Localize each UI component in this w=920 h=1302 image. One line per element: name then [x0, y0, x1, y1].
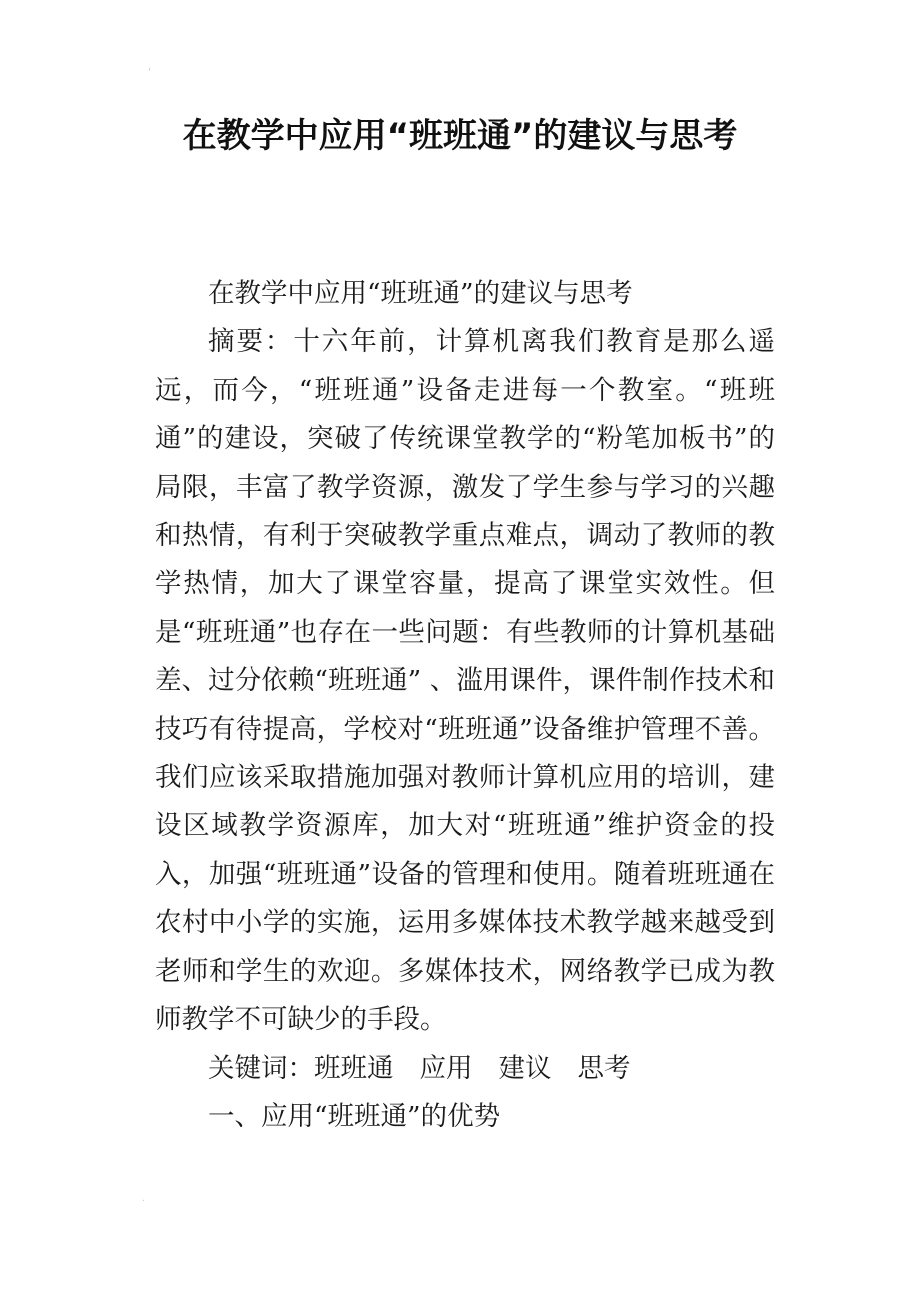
- subtitle: 在教学中应用“班班通”的建议与思考: [208, 278, 633, 309]
- section-heading: 一、应用“班班通”的优势: [208, 1100, 501, 1132]
- document-body: [155, 270, 775, 1141]
- corner-mark-top: ': [148, 67, 151, 78]
- keywords-line: [155, 1045, 775, 1093]
- keyword: 建议: [498, 1052, 552, 1084]
- abstract-paragraph: 摘要：十六年前，计算机离我们教育是那么遥远，而今，“班班通”设备走进每一个教室。“班班通”的建设，突破了传统课堂教学的“粉笔加板书”的局限，丰富了教学资源，激发了学生参与学习的兴趣和热情，有利于突破教学重点难点，调动了教师的教学热情，加大了课堂容量，提高了课堂实效性。但是“班班通”也存在一些问题：有些教师的计算机基础差、过分依赖“班班通” 、滥用课件，课件制作技术和技巧有待提高，学校对“班班通”设备维护管理不善。我们应该采取措施加强对教师计算机应用的培训，建设区域教学资源库，加大对“班班通”维护资金的投入，加强“班班通”设备的管理和使用。随着班班通在农村中小学的实施，运用多媒体技术教学越来越受到老师和学生的欢迎。多媒体技术，网络教学已成为教师教学不可缺少的手段。: [155, 326, 775, 1036]
- keyword: 应用: [419, 1052, 473, 1084]
- document-title: 在教学中应用“班班通”的建议与思考: [182, 116, 738, 156]
- keywords-label: 关键词：: [208, 1052, 314, 1084]
- keyword: 思考: [577, 1052, 631, 1084]
- keyword: 班班通: [314, 1052, 394, 1084]
- corner-mark-bottom: .: [142, 1193, 146, 1204]
